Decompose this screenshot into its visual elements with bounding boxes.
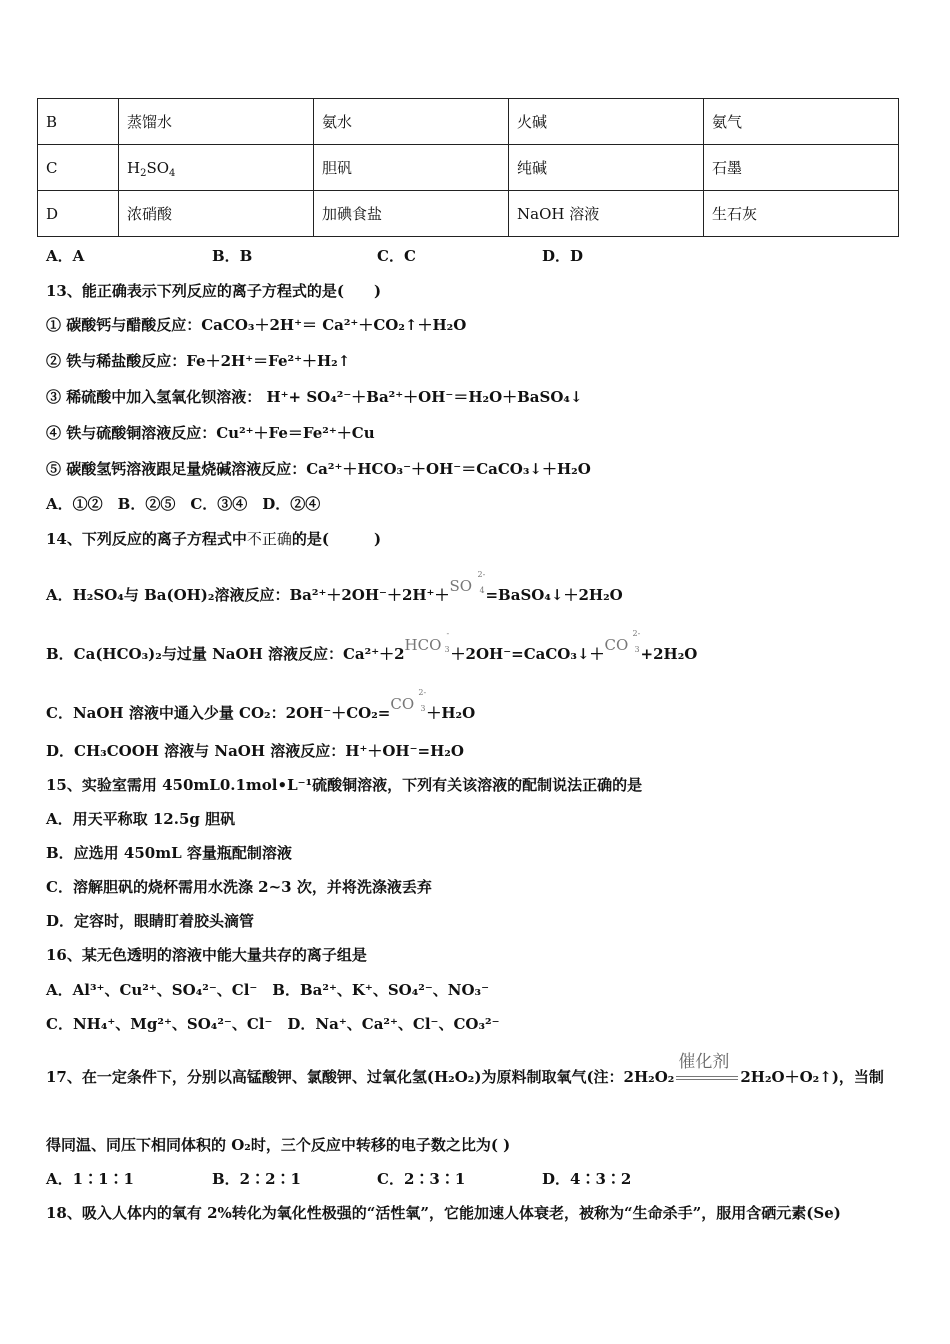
table-cell: 火碱 [509,99,704,145]
ion-sub: 3 [444,645,450,654]
ion-charge: 2- [477,570,486,579]
catalyst-arrow [676,1052,738,1092]
ion-sub: 3 [634,645,640,654]
q14-a-text: A．H₂SO₄与 Ba(OH)₂溶液反应：Ba²⁺＋2OH⁻＋2H⁺＋ [46,586,450,604]
q13-item-4: ④ 铁与硫酸铜溶液反应：Cu²⁺＋Fe＝Fe²⁺＋Cu [46,424,375,442]
table-cell: 蒸馏水 [119,99,314,145]
table-cell: NaOH 溶液 [509,191,704,237]
table-row [38,99,899,145]
table-cell: 纯碱 [509,145,704,191]
q17-stem-line2: 得同温、同压下相同体积的 O₂时，三个反应中转移的电子数之比为( ) [46,1136,511,1154]
q14-c-end: ＋H₂O [426,704,476,722]
q13-item-2: ② 铁与稀盐酸反应：Fe＋2H⁺＝Fe²⁺＋H₂↑ [46,352,351,370]
table-cell: 浓硝酸 [119,191,314,237]
table-cell: 石墨 [704,145,899,191]
q14-b-mid: ＋2OH⁻=CaCO₃↓＋ [450,645,605,663]
q12-option-b: B．B [212,247,253,265]
q16-options-ab: A．Al³⁺、Cu²⁺、SO₄²⁻、Cl⁻ B．Ba²⁺、K⁺、SO₄²⁻、NO₃⁻ [46,981,490,999]
q15-option-c: C．溶解胆矾的烧杯需用水洗涤 2~3 次，并将洗涤液丢弃 [46,878,432,896]
q14-option-d: D．CH₃COOH 溶液与 NaOH 溶液反应：H⁺＋OH⁻=H₂O [46,742,464,760]
classification-table [37,98,899,237]
ion-base: HCO [404,636,442,654]
table-cell: 氨水 [314,99,509,145]
table-row [38,191,899,237]
q17-option-d: D．4∶3∶2 [542,1170,632,1188]
q14-stem [46,529,381,549]
q14-a-end: =BaSO₄↓＋2H₂O [485,586,623,604]
table-cell: 加碘食盐 [314,191,509,237]
q13-item-5: ⑤ 碳酸氢钙溶液跟足量烧碱溶液反应：Ca²⁺＋HCO₃⁻＋OH⁻＝CaCO₃↓＋H₂O [46,460,591,478]
q14-option-a [46,570,623,605]
q16-stem: 16、某无色透明的溶液中能大量共存的离子组是 [46,946,367,964]
ion-sub: 3 [420,704,426,713]
q17-option-c: C．2∶3∶1 [377,1170,466,1188]
q13-stem: 13、能正确表示下列反应的离子方程式的是( ) [46,282,382,300]
formula-part: H [127,158,141,177]
q14-b-text: B．Ca(HCO₃)₂与过量 NaOH 溶液反应：Ca²⁺＋2 [46,645,405,663]
formula-part: SO [146,158,170,177]
q17-stem-line1 [46,1052,884,1092]
q14-stem-part: 的是( ) [291,530,382,548]
ion-base: CO [604,636,629,654]
row-label: C [38,145,119,191]
q15-option-a: A．用天平称取 12.5g 胆矾 [46,810,236,828]
ion-charge: 2- [632,629,641,638]
ion-sub: 4 [479,586,485,595]
ion-charge: - [446,629,450,638]
ion-base: CO [390,695,415,713]
q12-option-c: C．C [377,247,416,265]
table-cell: 胆矾 [314,145,509,191]
carbonate-ion [390,688,426,714]
q17-stem-part: 2H₂O＋O₂↑)，当制 [740,1068,884,1086]
q14-option-b [46,629,697,664]
q14-c-text: C．NaOH 溶液中通入少量 CO₂：2OH⁻＋CO₂= [46,704,391,722]
equals-line [676,1079,738,1080]
q14-b-end: +2H₂O [640,645,698,663]
q17-option-a: A．1∶1∶1 [46,1170,134,1188]
q15-option-b: B．应选用 450mL 容量瓶配制溶液 [46,844,292,862]
q17-option-b: B．2∶2∶1 [212,1170,301,1188]
ion-charge: 2- [418,688,427,697]
bicarbonate-ion [405,629,451,655]
q17-stem-part: 17、在一定条件下，分别以高锰酸钾、氯酸钾、过氧化氢(H₂O₂)为原料制取氧气(注：2H₂O₂ [46,1068,675,1086]
q16-options-cd: C．NH₄⁺、Mg²⁺、SO₄²⁻、Cl⁻ D．Na⁺、Ca²⁺、Cl⁻、CO₃²⁻ [46,1015,500,1033]
q12-option-d: D．D [542,247,584,265]
q13-item-3: ③ 稀硫酸中加入氢氧化钡溶液： H⁺+ SO₄²⁻＋Ba²⁺＋OH⁻＝H₂O＋BaSO₄↓ [46,388,583,406]
table-cell [119,145,314,191]
q13-item-1: ① 碳酸钙与醋酸反应：CaCO₃＋2H⁺＝ Ca²⁺＋CO₂↑＋H₂O [46,316,467,334]
ion-base: SO [449,577,473,595]
q15-stem: 15、实验室需用 450mL0.1mol•L⁻¹硫酸铜溶液，下列有关该溶液的配制说法正确的是 [46,776,643,794]
sulfate-ion [449,570,485,596]
formula-sub: 2 [140,167,147,179]
carbonate-ion [605,629,641,655]
row-label: D [38,191,119,237]
table-cell: 生石灰 [704,191,899,237]
table-cell: 氨气 [704,99,899,145]
catalyst-label: 催化剂 [678,1052,730,1072]
formula-sub: 4 [169,167,176,179]
q14-stem-part: 14、下列反应的离子方程式中 [46,530,247,548]
q18-stem: 18、吸入人体内的氧有 2%转化为氧化性极强的“活性氧”，它能加速人体衰老，被称为“生命杀手”，服用含硒元素(Se) [46,1204,841,1222]
row-label: B [38,99,119,145]
q13-options: A．①② B．②⑤ C．③④ D．②④ [46,495,321,513]
q14-emphasis: 不正确 [246,530,292,548]
equals-line [676,1076,738,1077]
q12-option-a: A．A [46,247,85,265]
table-row [38,145,899,191]
q14-option-c [46,688,475,723]
q15-option-d: D．定容时，眼睛盯着胶头滴管 [46,912,255,930]
